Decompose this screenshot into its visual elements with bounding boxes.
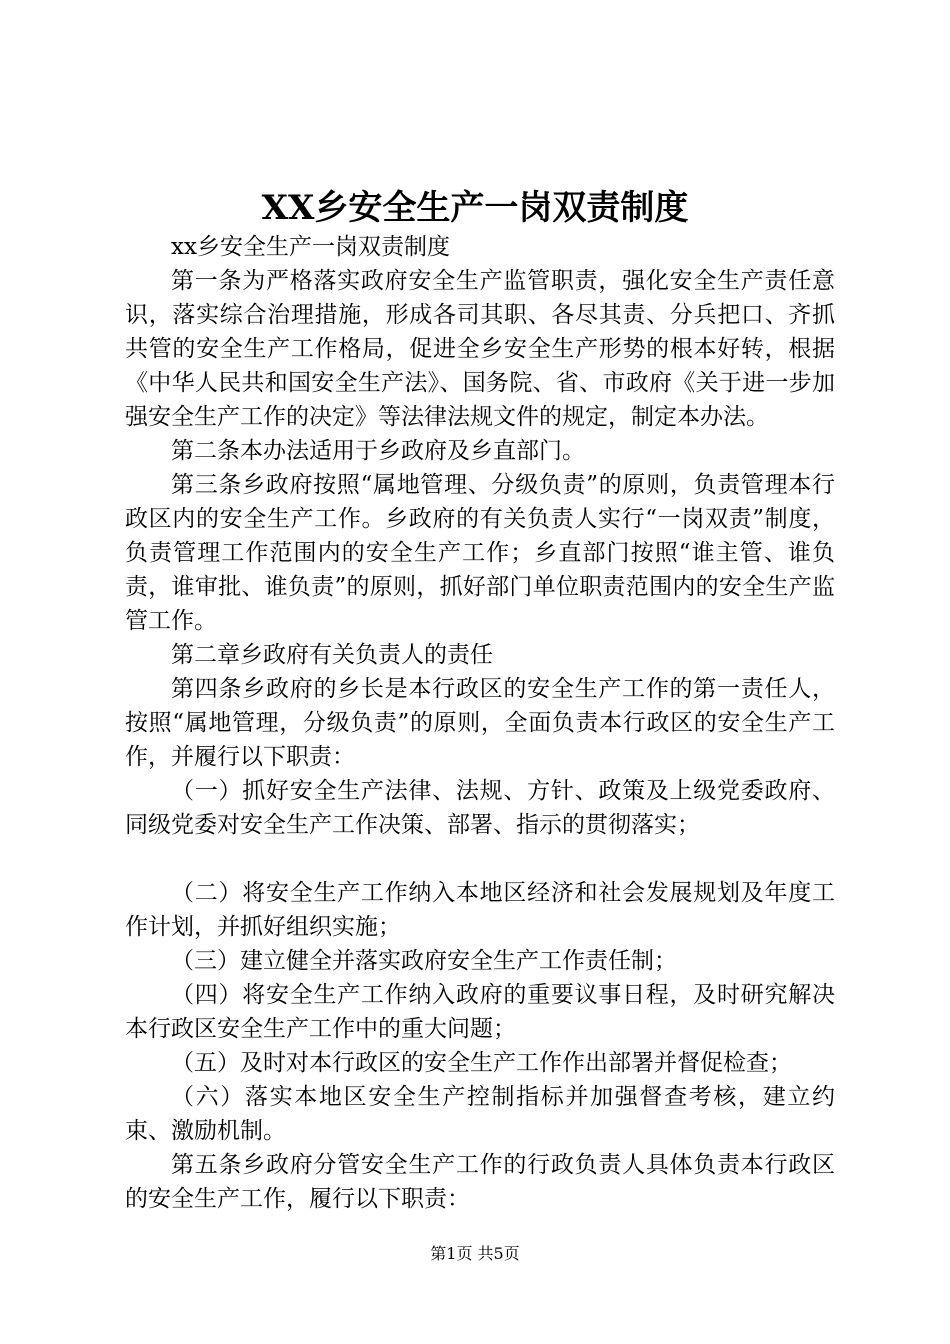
paragraph-article-2: 第二条本办法适用于乡政府及乡直部门。: [171, 438, 585, 464]
paragraph-article-1: 第一条为严格落实政府安全生产监管职责，强化安全生产责任意识，落实综合治理措施，形成各司其职、各尽其责、分兵把口、齐抓共管的安全生产工作格局，促进全乡安全生产形势的根本好转，根据《中华人民共和国安全生产法》、国务院、省、市政府《关于进一步加强安全生产工作的决定》等法律法规文件的规定，制定本办法。: [125, 268, 835, 430]
paragraph-item-5: （五）及时对本行政区的安全生产工作作出部署并督促检查；: [171, 1050, 792, 1076]
paragraph-item-4: （四）将安全生产工作纳入政府的重要议事日程，及时研究解决本行政区安全生产工作中的重大问题；: [125, 982, 835, 1042]
document-body: [125, 230, 835, 1216]
paragraph-item-2: （二）将安全生产工作纳入本地区经济和社会发展规划及年度工作计划，并抓好组织实施；: [125, 880, 835, 940]
document-title: XX乡安全生产一岗双责制度: [261, 188, 689, 228]
paragraph-item-3: （三）建立健全并落实政府安全生产工作责任制；: [171, 948, 677, 974]
paragraph-item-6: （六）落实本地区安全生产控制指标并加强督查考核，建立约束、激励机制。: [125, 1084, 835, 1144]
paragraph-heading: xx乡安全生产一岗双责制度: [171, 234, 450, 260]
paragraph-chapter-2: 第二章乡政府有关负责人的责任: [171, 642, 493, 668]
paragraph-article-5: 第五条乡政府分管安全生产工作的行政负责人具体负责本行政区的安全生产工作，履行以下职责：: [125, 1152, 835, 1212]
paragraph-item-1: （一）抓好安全生产法律、法规、方针、政策及上级党委政府、同级党委对安全生产工作决策、部署、指示的贯彻落实；: [125, 778, 835, 838]
paragraph-article-4: 第四条乡政府的乡长是本行政区的安全生产工作的第一责任人，按照“属地管理，分级负责”的原则，全面负责本行政区的安全生产工作，并履行以下职责：: [125, 676, 835, 770]
paragraph-article-3: 第三条乡政府按照“属地管理、分级负责”的原则，负责管理本行政区内的安全生产工作。乡政府的有关负责人实行“一岗双责”制度，负责管理工作范围内的安全生产工作；乡直部门按照“谁主管、谁负责，谁审批、谁负责”的原则，抓好部门单位职责范围内的安全生产监管工作。: [125, 472, 835, 634]
page-footer: 第1页 共5页: [430, 1244, 520, 1263]
